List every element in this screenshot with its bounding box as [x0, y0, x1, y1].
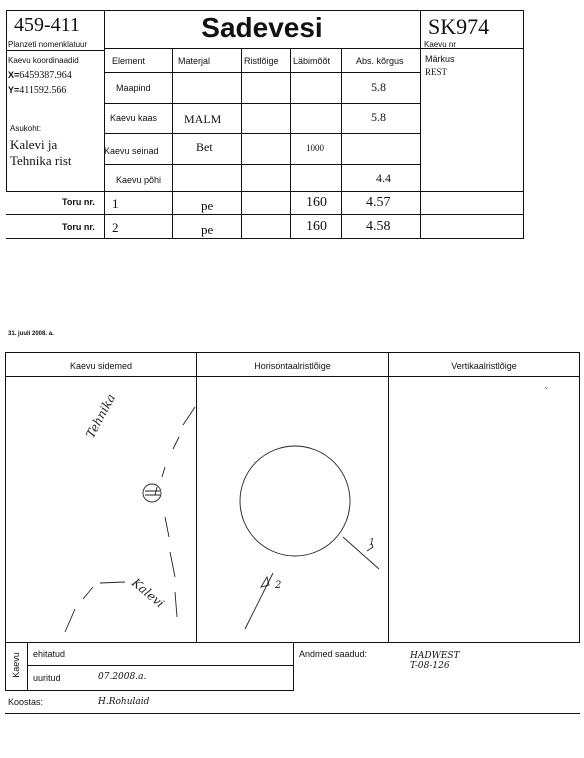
row-element: Kaevu kaas: [110, 113, 158, 123]
coordinate-x-label: X=: [8, 70, 20, 80]
row-material: Bet: [196, 140, 213, 154]
location-label: Asukoht:: [10, 124, 42, 133]
row-material: MALM: [184, 112, 222, 126]
col-vertical-heading: Vertikaalristlõige: [451, 361, 517, 371]
compiled-label: Koostas:: [8, 697, 44, 707]
well-id: SK974: [428, 14, 490, 39]
pipe-abs-height: 4.57: [366, 195, 391, 210]
nomenclature-label: Planzeti nomenklatuur: [8, 40, 88, 49]
well-vertical-sketch: [545, 387, 547, 389]
header-abs-height: Abs. kõrgus: [356, 56, 404, 66]
header-material: Materjal: [178, 56, 211, 66]
col-connections-heading: Kaevu sidemed: [69, 361, 133, 371]
surveyed-value: 07.2008.a.: [98, 672, 147, 682]
compiled-value: H.Rohulaid: [98, 697, 150, 707]
pipe-2-label: 2: [275, 580, 282, 591]
pipe-diameter: 160: [306, 219, 327, 234]
row-diameter: 1000: [306, 143, 324, 153]
pipe-material: pe: [201, 198, 214, 213]
remarks-label: Märkus: [425, 54, 455, 64]
row-element: Maapind: [116, 83, 151, 93]
data-source-line1: HADWEST: [410, 651, 460, 661]
header-element: Element: [112, 56, 146, 66]
row-abs-height: 5.8: [371, 80, 386, 94]
date-stamp: 31. juuli 2008. a.: [8, 331, 54, 337]
coordinate-x: [8, 70, 72, 81]
page-title: Sadevesi: [201, 12, 323, 43]
row-abs-height: 4.4: [376, 171, 391, 185]
pipe-label: Toru nr.: [62, 222, 95, 232]
built-label: ehitatud: [33, 649, 66, 659]
row-abs-height: 5.8: [371, 110, 386, 124]
well-vertical-label: Kaevu: [11, 652, 21, 678]
pipe-1-label: 1: [369, 538, 375, 548]
coordinate-x-value: 6459387.964: [19, 70, 72, 81]
street-sketch: [65, 407, 195, 632]
pipe-label: Toru nr.: [62, 197, 95, 207]
coordinates-label: Kaevu koordinaadid: [8, 56, 79, 65]
row-element: Kaevu põhi: [116, 175, 162, 185]
sketch-street2-label: Kalevi: [129, 575, 167, 611]
row-element: Kaevu seinad: [104, 146, 159, 156]
nomenclature-number: 459-411: [14, 14, 80, 36]
pipe-diameter: 160: [306, 195, 327, 210]
data-source-line2: T-08-126: [410, 661, 450, 671]
pipe-material: pe: [201, 222, 214, 237]
coordinate-y-value: 411592.566: [19, 85, 67, 96]
well-connections-sketch: [5, 377, 580, 642]
well-horizontal-sketch: [240, 446, 379, 629]
coordinate-y-label: Y=: [8, 85, 20, 95]
pipe-abs-height: 4.58: [366, 219, 391, 234]
surveyed-label: uuritud: [33, 673, 61, 683]
pipe-number: 2: [112, 220, 119, 235]
pipe-number: 1: [112, 196, 119, 211]
coordinate-y: [8, 85, 66, 96]
col-horizontal-heading: Horisontaalristlõige: [254, 361, 331, 371]
location-line2: Tehnika rist: [10, 153, 72, 168]
header-cross-section: Ristlõige: [244, 56, 279, 66]
sketch-street1-label: Tehnika: [83, 391, 119, 441]
remarks-value: REST: [425, 67, 448, 77]
data-source-label: Andmed saadud:: [299, 649, 368, 659]
location-line1: Kalevi ja: [10, 137, 58, 152]
well-id-label: Kaevu nr: [424, 40, 457, 49]
header-diameter: Läbimõõt: [293, 56, 331, 66]
